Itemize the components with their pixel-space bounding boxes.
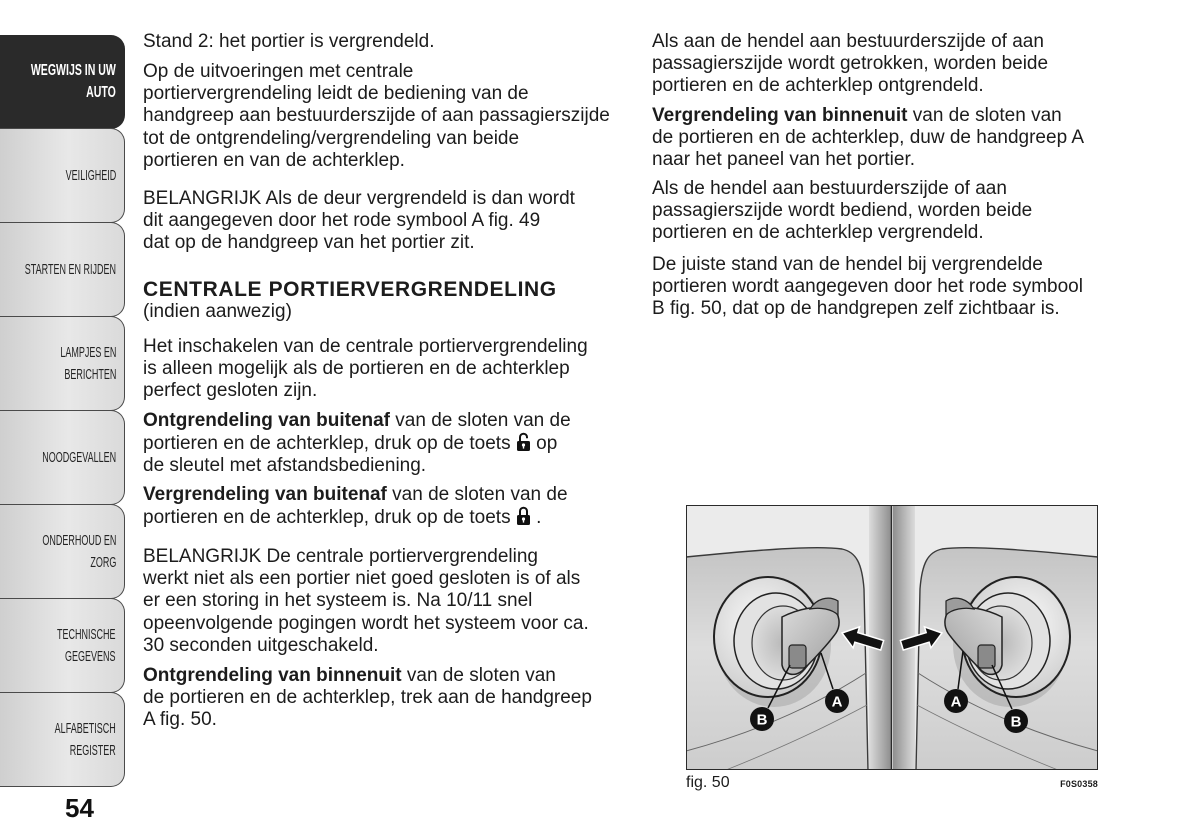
body-text: portieren en de achterklep, druk op de toets	[143, 433, 516, 455]
body-text: van de sloten van	[907, 105, 1062, 126]
body-line: de portieren en de achterklep, duw de handgreep A	[652, 127, 1085, 149]
body-line: Het inschakelen van de centrale portiervergrendeling	[143, 336, 588, 357]
door-handle-illustration	[686, 505, 1098, 770]
lock-icon	[516, 506, 531, 525]
body-line: portieren en de achterklep ontgrendeld.	[652, 75, 984, 97]
tab-label-line: GEGEVENS	[65, 647, 116, 665]
left-door-handle-drawing	[686, 505, 891, 770]
body-line: A fig. 50.	[143, 709, 217, 731]
body-line: 30 seconden uitgeschakeld.	[143, 634, 379, 656]
body-line: portieren wordt aangegeven door het rode symbool	[652, 276, 1083, 298]
body-line	[143, 432, 571, 455]
section-subheading: (indien aanwezig)	[143, 301, 292, 322]
tab-label	[42, 447, 116, 469]
tab-noodgevallen[interactable]	[0, 410, 125, 505]
callout-label: B	[1010, 713, 1022, 731]
right-door-handle-drawing	[893, 505, 1098, 770]
page-number: 54	[65, 793, 94, 823]
body-line: dat op de handgreep van het portier zit.	[143, 232, 475, 254]
tab-label-line: LAMPJES EN	[59, 343, 116, 361]
body-line: passagierszijde wordt bediend, worden beide	[652, 200, 1033, 222]
bold-term: Ontgrendeling van buitenaf	[143, 410, 391, 431]
body-line: dit aangegeven door het rode symbool A fig. 49	[143, 210, 541, 232]
tab-technische-gegevens[interactable]	[0, 598, 125, 693]
tab-starten-en-rijden[interactable]	[0, 222, 125, 317]
body-line: Als de hendel aan bestuurderszijde of aan	[652, 178, 1007, 199]
body-line: tot de ontgrendeling/vergrendeling van beide	[143, 127, 520, 149]
body-line: handgreep aan bestuurderszijde of aan passagierszijde	[143, 105, 610, 127]
body-line	[143, 665, 592, 687]
bold-term: Vergrendeling van binnenuit	[652, 105, 908, 126]
body-line: portieren en van de achterklep.	[143, 149, 405, 171]
paragraph-inschakelen	[143, 336, 588, 403]
paragraph-ontgrendeling-buitenaf	[143, 410, 571, 478]
tab-label	[25, 259, 116, 281]
paragraph-belangrijk-2	[143, 546, 589, 657]
paragraph-vergrendeling-binnenuit	[652, 105, 1084, 172]
body-line: er een storing in het systeem is. Na 10/11 snel	[143, 590, 533, 612]
body-line: passagierszijde wordt getrokken, worden beide	[652, 53, 1049, 75]
paragraph-hendel-bediend	[652, 178, 1032, 245]
body-text: .	[530, 507, 542, 529]
body-line: perfect gesloten zijn.	[143, 380, 318, 402]
body-line: naar het paneel van het portier.	[652, 149, 916, 171]
body-line: B fig. 50, dat op de handgrepen zelf zichtbaar is.	[652, 298, 1060, 320]
bold-term: Vergrendeling van buitenaf	[143, 484, 387, 505]
callout-label: B	[756, 711, 768, 729]
tab-label-line: ONDERHOUD EN	[41, 531, 116, 549]
tab-label-line: ALFABETISCH	[54, 719, 116, 737]
tab-label	[65, 165, 116, 187]
body-line: portieren en de achterklep vergrendeld.	[652, 222, 984, 244]
callout-b-right	[1004, 709, 1028, 733]
body-line: BELANGRIJK Als de deur vergrendeld is dan wordt	[143, 188, 575, 209]
body-line: BELANGRIJK De centrale portiervergrendeling	[143, 546, 538, 567]
body-line	[652, 105, 1084, 127]
section-heading: CENTRALE PORTIERVERGRENDELING	[143, 278, 557, 301]
paragraph-juiste-stand	[652, 254, 1083, 321]
callout-label: A	[950, 693, 962, 711]
body-line	[143, 410, 571, 432]
figure-50	[686, 505, 1098, 770]
paragraph-vergrendeling-buitenaf	[143, 484, 568, 529]
figure-caption: fig. 50	[686, 774, 730, 791]
body-text: van de sloten van	[401, 665, 556, 686]
unlock-icon	[516, 432, 531, 451]
tab-label	[57, 624, 116, 668]
callout-a-left	[825, 689, 849, 713]
figure-code: F0S0358	[1060, 779, 1098, 789]
body-text: van de sloten van de	[386, 484, 568, 505]
body-line	[143, 484, 568, 506]
tab-veiligheid[interactable]	[0, 128, 125, 223]
tab-label-line: WEGWIJS IN UW	[30, 62, 116, 79]
tab-alfabetisch-register[interactable]	[0, 692, 125, 787]
tab-label-line: BERICHTEN	[63, 365, 116, 383]
body-line: is alleen mogelijk als de portieren en de achterklep	[143, 358, 570, 380]
tab-label-line: ZORG	[89, 553, 116, 571]
paragraph-uitvoeringen	[143, 61, 610, 172]
body-line: portiervergrendeling leidt de bediening van de	[143, 83, 529, 105]
body-line: de portieren en de achterklep, trek aan de handgreep	[143, 687, 592, 709]
callout-label: A	[831, 693, 843, 711]
body-line: Stand 2: het portier is vergrendeld.	[143, 31, 435, 52]
body-line: opeenvolgende pogingen wordt het systeem voor ca.	[143, 612, 589, 634]
tab-label	[60, 342, 116, 386]
body-line: de sleutel met afstandsbediening.	[143, 455, 427, 477]
callout-b-left	[750, 707, 774, 731]
body-line: De juiste stand van de hendel bij vergrendelde	[652, 254, 1043, 275]
tab-label-line: REGISTER	[69, 741, 116, 759]
callout-a-right	[944, 689, 968, 713]
paragraph-belangrijk-1	[143, 188, 575, 255]
body-text: van de sloten van de	[390, 410, 571, 431]
tab-label	[42, 530, 116, 574]
body-line	[143, 506, 568, 529]
bold-term: Ontgrendeling van binnenuit	[143, 665, 402, 686]
paragraph-stand-2	[143, 31, 435, 53]
body-line: Op de uitvoeringen met centrale	[143, 61, 414, 82]
body-line: werkt niet als een portier niet goed gesloten is of als	[143, 568, 581, 590]
paragraph-hendel-getrokken	[652, 31, 1048, 98]
tab-label	[31, 60, 116, 104]
tab-onderhoud-en-zorg[interactable]	[0, 504, 125, 599]
tab-label-line: AUTO	[86, 84, 116, 101]
paragraph-ontgrendeling-binnenuit	[143, 665, 592, 732]
tab-label-line: VEILIGHEID	[65, 166, 116, 184]
tab-wegwijs-in-uw-auto[interactable]	[0, 35, 125, 129]
tab-label-line: TECHNISCHE	[57, 625, 116, 643]
tab-label-line: NOODGEVALLEN	[42, 448, 116, 466]
tab-label-line: STARTEN EN RIJDEN	[24, 260, 116, 278]
tab-lampjes-en-berichten[interactable]	[0, 316, 125, 411]
body-text: portieren en de achterklep, druk op de toets	[143, 507, 516, 529]
body-line: Als aan de hendel aan bestuurderszijde of aan	[652, 31, 1044, 52]
body-text: op	[530, 433, 558, 455]
tab-label	[55, 718, 116, 762]
